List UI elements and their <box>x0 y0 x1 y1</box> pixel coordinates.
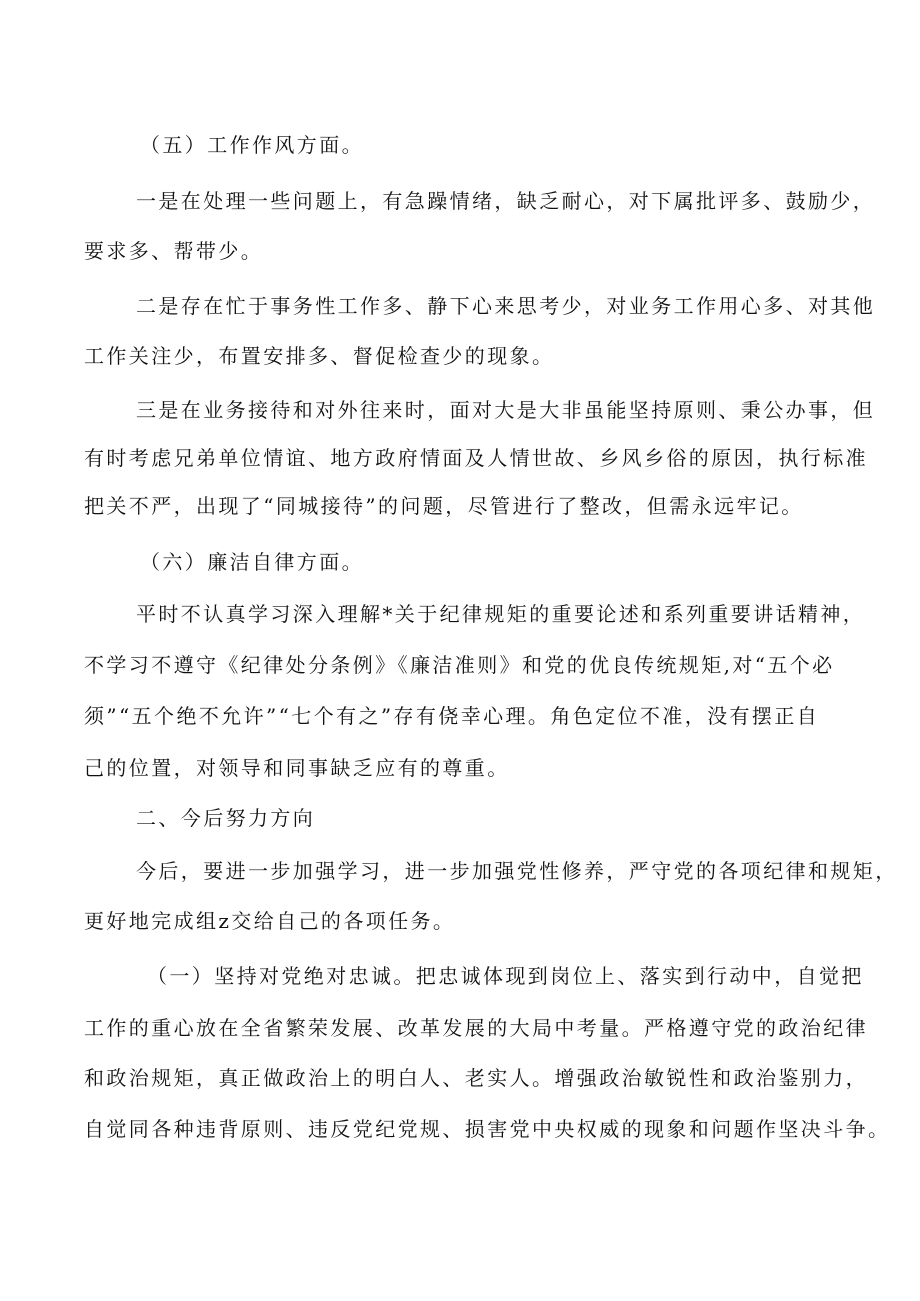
paragraph-text-line: 今后，要进一步加强学习，进一步加强党性修养，严守党的各项纪律和规矩， <box>136 859 898 883</box>
paragraph-text-line: 工作关注少，布置安排多、督促检查少的现象。 <box>84 344 555 368</box>
paragraph-text-line: 一是在处理一些问题上，有急躁情绪，缺乏耐心，对下属批评多、鼓励少， <box>136 189 876 213</box>
paragraph-text-line: 三是在业务接待和对外往来时，面对大是大非虽能坚持原则、秉公办事，但 <box>136 398 876 422</box>
paragraph-text-line: 和政治规矩，真正做政治上的明白人、老实人。增强政治敏锐性和政治鉴别力， <box>84 1066 868 1090</box>
paragraph-text-line: 自觉同各种违背原则、违反党纪党规、损害党中央权威的现象和问题作坚决斗争。 <box>84 1117 891 1141</box>
paragraph-text-line: 平时不认真学习深入理解*关于纪律规矩的重要论述和系列重要讲话精神， <box>136 602 866 626</box>
paragraph-text-line: （一）坚持对党绝对忠诚。把忠诚体现到岗位上、落实到行动中，自觉把 <box>147 964 864 988</box>
paragraph-text-line: 不学习不遵守《纪律处分条例》《廉洁准则》和党的优良传统规矩,对“五个必 <box>84 653 835 677</box>
section-heading-future-direction: 二、今后努力方向 <box>136 806 316 830</box>
paragraph-text-line: 己的位置，对领导和同事缺乏应有的尊重。 <box>84 756 510 780</box>
paragraph-text-line: 更好地完成组z交给自己的各项任务。 <box>84 909 456 933</box>
paragraph-text-line: 工作的重心放在全省繁荣发展、改革发展的大局中考量。严格遵守党的政治纪律 <box>84 1016 868 1040</box>
section-heading-integrity: （六）廉洁自律方面。 <box>140 550 364 574</box>
paragraph-text-line: 要求多、帮带少。 <box>84 239 264 263</box>
paragraph-text-line: 须”“五个绝不允许”“七个有之”存有侥幸心理。角色定位不准，没有摆正自 <box>84 704 820 728</box>
paragraph-text-line: 把关不严，出现了“同城接待”的问题，尽管进行了整改，但需永远牢记。 <box>84 494 804 518</box>
section-heading-work-style: （五）工作作风方面。 <box>140 133 364 157</box>
paragraph-text-line: 二是存在忙于事务性工作多、静下心来思考少，对业务工作用心多、对其他 <box>136 294 876 318</box>
paragraph-text-line: 有时考虑兄弟单位情谊、地方政府情面及人情世故、乡风乡俗的原因，执行标准 <box>84 446 868 470</box>
